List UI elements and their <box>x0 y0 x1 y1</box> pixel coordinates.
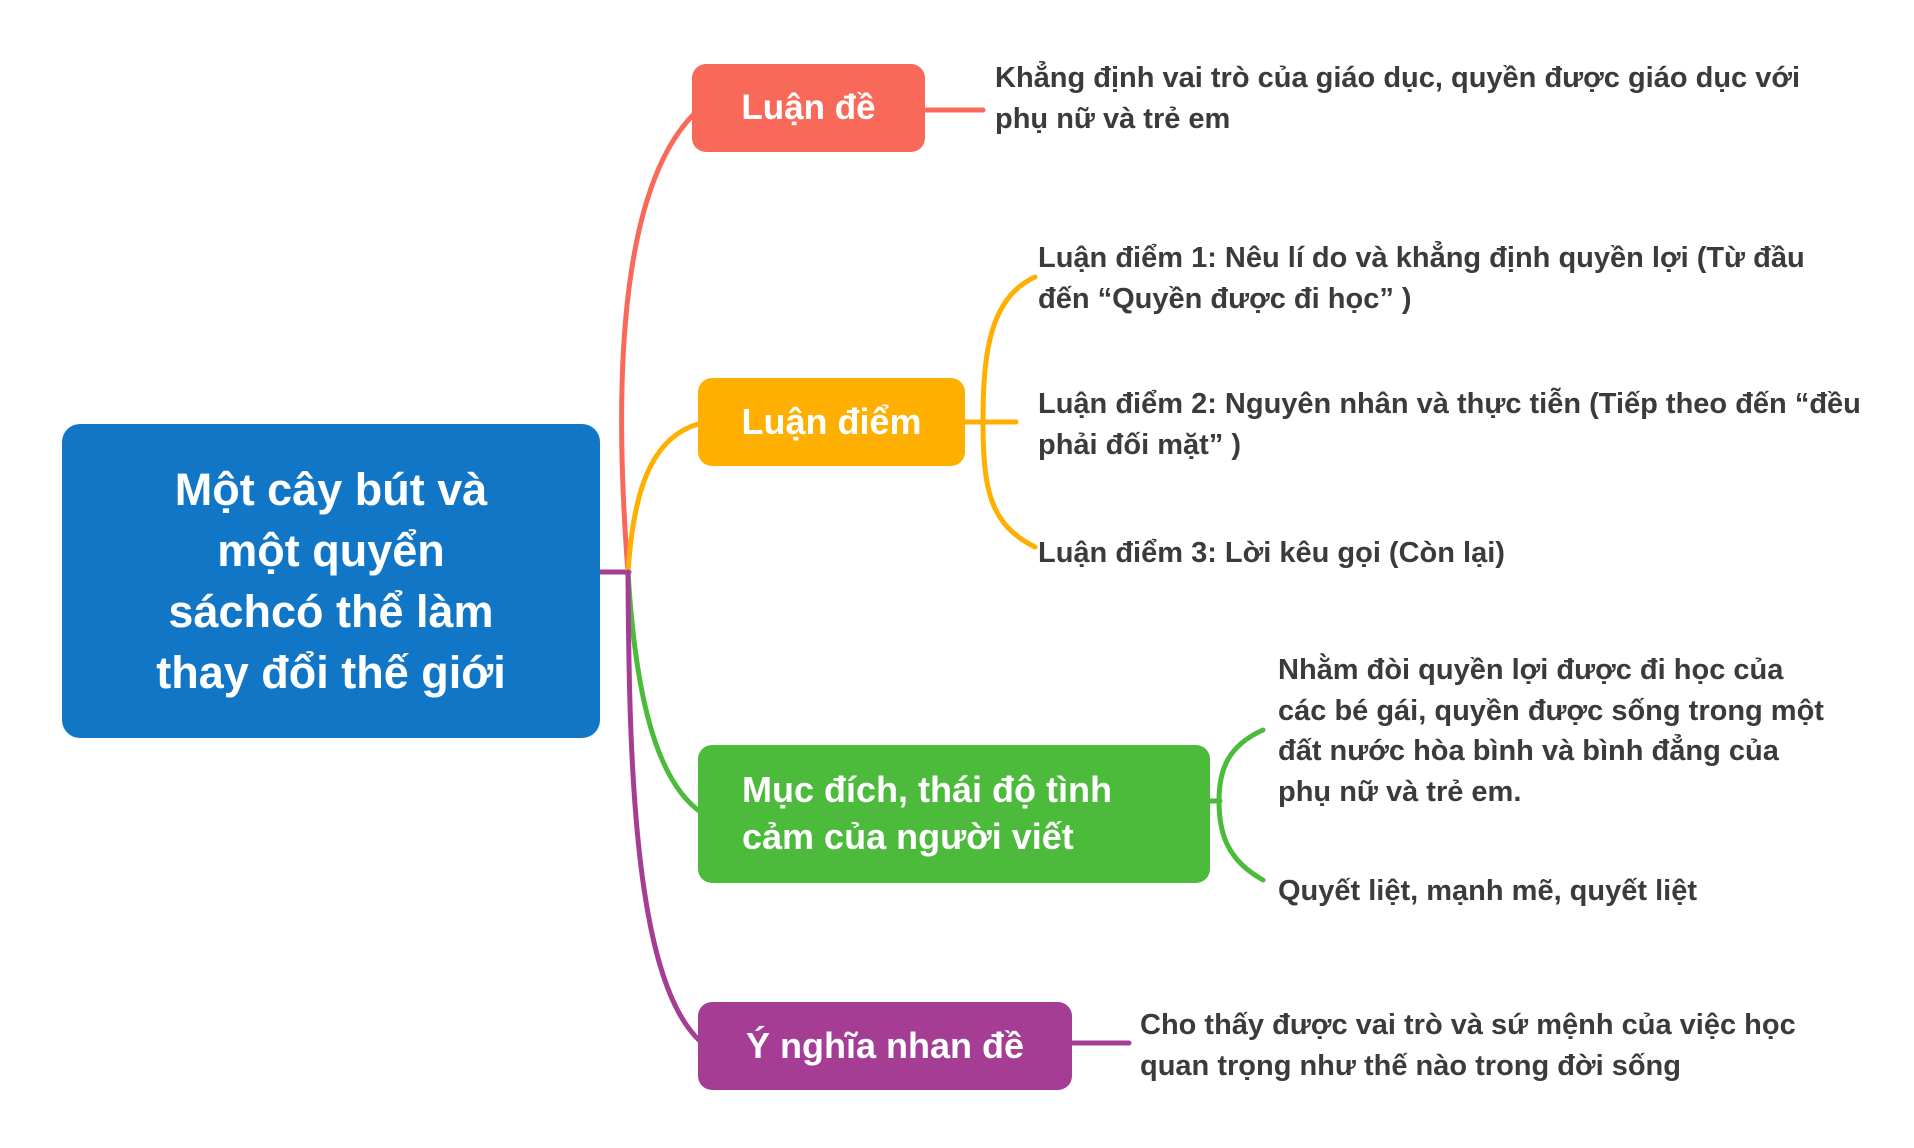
branch-node-y-nghia <box>698 1002 1072 1090</box>
leaf-text-muc-dich-2: Quyết liệt, mạnh mẽ, quyết liệt <box>1278 875 1697 907</box>
leaf-text-luan-diem-1: Luận điểm 1: Nêu lí do và khẳng định quyền lợi (Từ đầu đến “Quyền được đi học” ) <box>1038 242 1805 315</box>
branch-node-label: Ý nghĩa nhan đề <box>745 1025 1024 1066</box>
branch-node-label: Luận đề <box>741 88 876 127</box>
leaf-text-luan-diem-2: Luận điểm 2: Nguyên nhân và thực tiễn (Tiếp theo đến “đều phải đối mặt” ) <box>1038 388 1861 461</box>
branch-node-muc-dich <box>698 745 1210 883</box>
leaf-text-luan-diem-3: Luận điểm 3: Lời kêu gọi (Còn lại) <box>1038 537 1505 569</box>
branch-node-label: Luận điểm <box>741 401 922 442</box>
root-node-line: thay đổi thế giới <box>156 647 506 699</box>
branch-line-luan-diem <box>628 423 702 572</box>
branch-line-luan-de <box>622 112 696 572</box>
branch-node-luan-diem <box>698 378 965 466</box>
root-node-line: một quyển <box>217 524 445 576</box>
branch-line-muc-dich <box>628 572 702 813</box>
branch-line-y-nghia <box>628 572 700 1041</box>
root-node-line: sáchcó thể làm <box>168 586 494 637</box>
leaf-text-luan-de: Khẳng định vai trò của giáo dục, quyền được giáo dục với phụ nữ và trẻ em <box>995 62 1801 135</box>
leaf-text-muc-dich-1: Nhằm đòi quyền lợi được đi học của các bé gái, quyền được sống trong một đất nước hòa bình và bình đẳng của phụ nữ và trẻ em. <box>1278 654 1824 808</box>
root-node <box>62 424 600 738</box>
root-node-line: Một cây bút và <box>174 463 488 515</box>
branch-node-label: Mục đích, thái độ tình cảm của người viết <box>742 769 1112 857</box>
branch-node-luan-de <box>692 64 925 152</box>
muc-dich-brace <box>1219 730 1263 880</box>
leaf-text-y-nghia: Cho thấy được vai trò và sứ mệnh của việc học quan trọng như thế nào trong đời sống <box>1140 1009 1796 1082</box>
luan-diem-brace <box>983 277 1035 547</box>
